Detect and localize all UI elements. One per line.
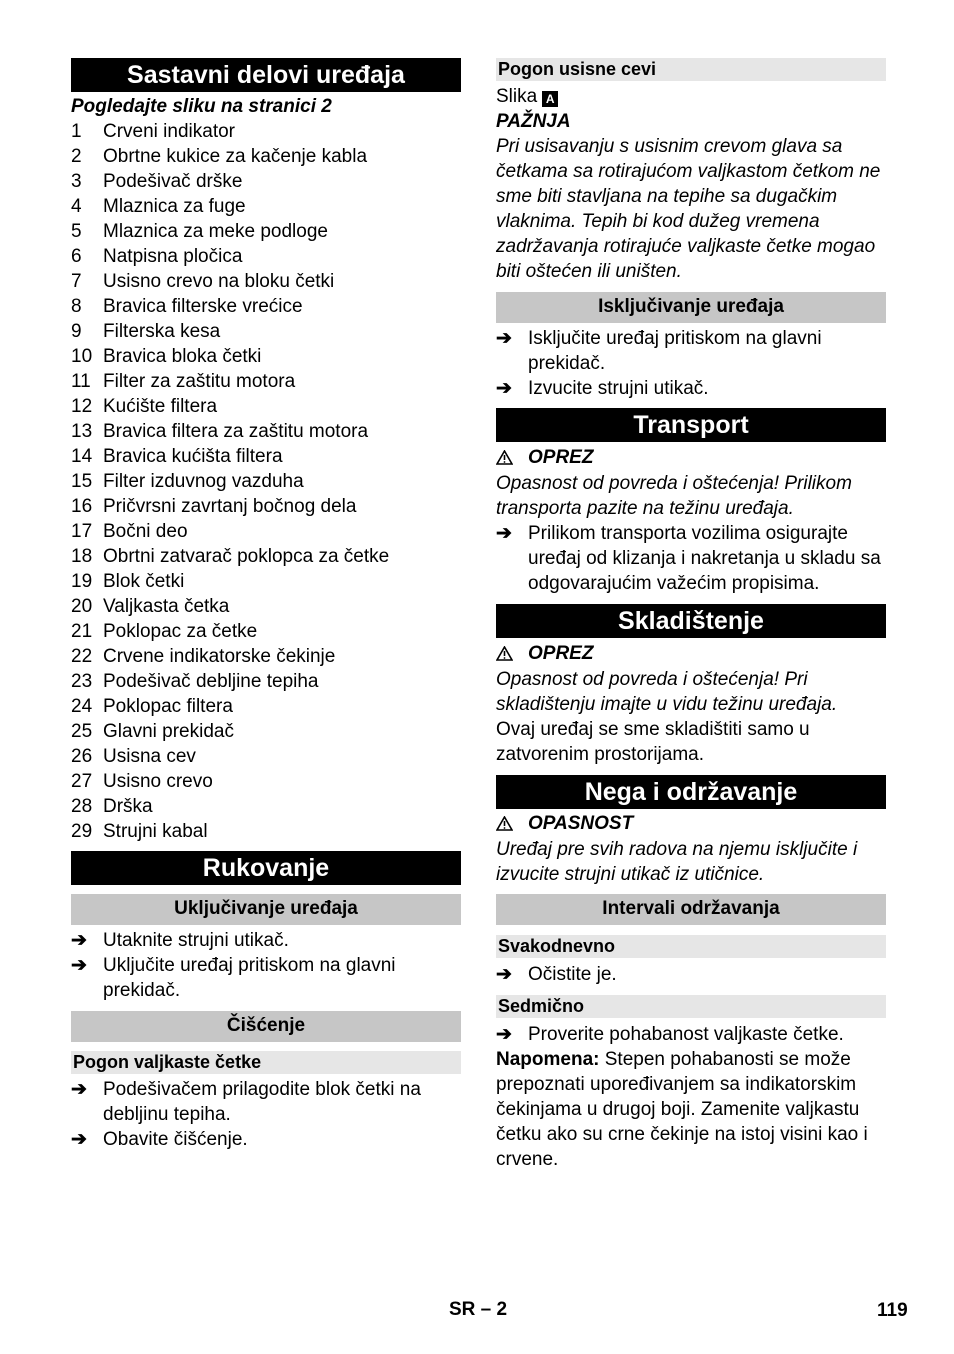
parts-list-item: [71, 119, 461, 144]
list-item-text: Proverite pohabanost valjkaste četke.: [528, 1024, 844, 1045]
parts-list-item: [71, 619, 461, 644]
part-label: Bravica filtera za zaštitu motora: [103, 421, 369, 442]
parts-list: [71, 119, 461, 844]
list-item: [496, 521, 886, 596]
list-item-text: Izvucite strujni utikač.: [528, 378, 709, 399]
parts-list-item: [71, 244, 461, 269]
parts-list-item: [71, 394, 461, 419]
part-number: 9: [71, 321, 82, 342]
note-text: Stepen pohabanosti se može prepoznati upoređivanjem sa indikatorskim čekinjama u drugoj boji. Zamenite valjkastu četku ako su crne čekinje na istoj visini kao i crvene.: [496, 1049, 868, 1170]
warning-triangle-icon: [496, 450, 513, 465]
list-item: [496, 376, 886, 401]
arrow-right-icon: ➔: [496, 378, 512, 399]
part-label: Filterska kesa: [103, 321, 221, 342]
parts-list-item: [71, 419, 461, 444]
part-number: 13: [71, 421, 93, 442]
part-label: Natpisna pločica: [103, 246, 243, 267]
part-number: 18: [71, 546, 93, 567]
parts-list-item: [71, 519, 461, 544]
storage-text: Ovaj uređaj se sme skladištiti samo u zatvorenim prostorijama.: [496, 719, 810, 765]
list-item-text: Prilikom transporta vozilima osigurajte uređaj od klizanja i nakretanja u skladu sa odgovarajućim važećim propisima.: [528, 523, 881, 594]
roller-drive-heading: Pogon valjkaste četke: [71, 1051, 461, 1074]
part-label: Crvene indikatorske čekinje: [103, 646, 336, 667]
parts-list-item: [71, 294, 461, 319]
list-item: [71, 1127, 461, 1152]
arrow-right-icon: ➔: [496, 523, 512, 544]
part-number: 27: [71, 771, 93, 792]
part-number: 12: [71, 396, 93, 417]
part-label: Mlaznica za fuge: [103, 196, 246, 217]
part-label: Glavni prekidač: [103, 721, 234, 742]
parts-list-item: [71, 569, 461, 594]
daily-heading: Svakodnevno: [496, 935, 886, 958]
part-label: Poklopac filtera: [103, 696, 233, 717]
part-number: 11: [71, 371, 91, 392]
list-item-text: Isključite uređaj pritiskom na glavni prekidač.: [528, 328, 822, 374]
part-number: 7: [71, 271, 82, 292]
part-number: 19: [71, 571, 93, 592]
cleaning-heading: Čišćenje: [71, 1011, 461, 1042]
part-number: 3: [71, 171, 82, 192]
part-label: Drška: [103, 796, 153, 817]
parts-list-item: [71, 794, 461, 819]
list-item: [496, 1022, 886, 1047]
intervals-heading: Intervali održavanja: [496, 894, 886, 925]
parts-heading: Sastavni delovi uređaja: [71, 58, 461, 92]
part-label: Usisno crevo: [103, 771, 213, 792]
part-number: 21: [71, 621, 93, 642]
part-label: Usisna cev: [103, 746, 196, 767]
part-number: 14: [71, 446, 93, 467]
parts-list-item: [71, 344, 461, 369]
footer-section-label: SR – 2: [449, 1299, 508, 1320]
right-column: [496, 58, 886, 1172]
list-item: [71, 928, 461, 953]
roller-steps: [71, 1077, 461, 1152]
figure-reference: [496, 84, 886, 109]
attention-label: PAŽNJA: [496, 111, 571, 132]
operation-heading: Rukovanje: [71, 851, 461, 885]
list-item: [71, 953, 461, 1003]
transport-heading: Transport: [496, 408, 886, 442]
part-label: Podešivač drške: [103, 171, 243, 192]
arrow-right-icon: ➔: [496, 328, 512, 349]
part-label: Filter za zaštitu motora: [103, 371, 296, 392]
list-item: [496, 962, 886, 987]
part-number: 16: [71, 496, 93, 517]
part-label: Mlaznica za meke podloge: [103, 221, 328, 242]
part-number: 17: [71, 521, 93, 542]
part-label: Strujni kabal: [103, 821, 208, 842]
parts-list-item: [71, 744, 461, 769]
arrow-right-icon: ➔: [71, 1079, 87, 1100]
list-item: [496, 326, 886, 376]
part-label: Pričvrsni zavrtanj bočnog dela: [103, 496, 357, 517]
warning-triangle-icon: [496, 646, 513, 661]
note-paragraph: [496, 1047, 886, 1172]
transport-steps: [496, 521, 886, 596]
part-label: Podešivač debljine tepiha: [103, 671, 319, 692]
parts-list-item: [71, 194, 461, 219]
transport-warning-label: OPREZ: [528, 447, 594, 468]
parts-list-item: [71, 769, 461, 794]
parts-list-item: [71, 719, 461, 744]
part-number: 25: [71, 721, 93, 742]
weekly-heading: Sedmično: [496, 995, 886, 1018]
switch-on-steps: [71, 928, 461, 1003]
parts-list-item: [71, 544, 461, 569]
arrow-right-icon: ➔: [71, 930, 87, 951]
part-number: 29: [71, 821, 93, 842]
figure-label: Slika: [496, 86, 538, 107]
attention-text: Pri usisavanju s usisnim crevom glava sa četkama sa rotirajućom valjkastom četkom ne sme biti stavljana na tepihe sa dugačkim vlaknima. Tepih bi kod dužeg vremena zadržavanja rotirajuće valjkaste četke mogao biti oštećen ili uništen.: [496, 136, 881, 282]
switch-on-heading: Uključivanje uređaja: [71, 894, 461, 925]
warning-triangle-icon: [496, 816, 513, 831]
part-number: 22: [71, 646, 93, 667]
part-label: Bravica bloka četki: [103, 346, 262, 367]
parts-list-item: [71, 369, 461, 394]
care-danger: [496, 810, 886, 837]
parts-list-item: [71, 694, 461, 719]
parts-list-item: [71, 144, 461, 169]
list-item-text: Obavite čišćenje.: [103, 1129, 248, 1150]
part-label: Filter izduvnog vazduha: [103, 471, 304, 492]
part-label: Obrtni zatvarač poklopca za četke: [103, 546, 390, 567]
list-item-text: Podešivačem prilagodite blok četki na debljinu tepiha.: [103, 1079, 421, 1125]
note-label: Napomena:: [496, 1049, 600, 1070]
storage-heading: Skladištenje: [496, 604, 886, 638]
switch-off-heading: Isključivanje uređaja: [496, 292, 886, 323]
part-number: 4: [71, 196, 82, 217]
transport-warning-text: Opasnost od povreda i oštećenja! Prilikom transporta pazite na težinu uređaja.: [496, 473, 852, 519]
part-label: Crveni indikator: [103, 121, 235, 142]
part-label: Poklopac za četke: [103, 621, 258, 642]
parts-list-item: [71, 669, 461, 694]
part-label: Blok četki: [103, 571, 185, 592]
arrow-right-icon: ➔: [496, 1024, 512, 1045]
parts-list-item: [71, 444, 461, 469]
arrow-right-icon: ➔: [71, 1129, 87, 1150]
part-label: Bravica filterske vrećice: [103, 296, 303, 317]
list-item-text: Utaknite strujni utikač.: [103, 930, 289, 951]
parts-list-item: [71, 494, 461, 519]
list-item-text: Očistite je.: [528, 964, 617, 985]
part-number: 15: [71, 471, 93, 492]
figure-a-icon: A: [542, 91, 558, 107]
part-number: 8: [71, 296, 82, 317]
part-label: Bravica kućišta filtera: [103, 446, 283, 467]
part-label: Usisno crevo na bloku četki: [103, 271, 335, 292]
care-danger-label: OPASNOST: [528, 813, 634, 834]
part-number: 24: [71, 696, 93, 717]
parts-list-item: [71, 169, 461, 194]
part-number: 6: [71, 246, 82, 267]
part-label: Valjkasta četka: [103, 596, 230, 617]
care-heading: Nega i održavanje: [496, 775, 886, 809]
page-number: 119: [877, 1300, 908, 1321]
left-column: [71, 58, 461, 1152]
daily-steps: [496, 962, 886, 987]
part-number: 26: [71, 746, 93, 767]
parts-list-item: [71, 644, 461, 669]
parts-list-item: [71, 469, 461, 494]
transport-warning: [496, 444, 886, 471]
part-number: 5: [71, 221, 82, 242]
switch-off-steps: [496, 326, 886, 401]
part-number: 28: [71, 796, 93, 817]
suction-tube-heading: Pogon usisne cevi: [496, 58, 886, 81]
storage-warning: [496, 640, 886, 667]
parts-list-item: [71, 319, 461, 344]
part-label: Bočni deo: [103, 521, 188, 542]
part-number: 23: [71, 671, 93, 692]
arrow-right-icon: ➔: [496, 964, 512, 985]
parts-list-item: [71, 819, 461, 844]
part-number: 2: [71, 146, 82, 167]
care-danger-text: Uređaj pre svih radova na njemu isključite i izvucite strujni utikač iz utičnice.: [496, 839, 858, 885]
part-label: Kućište filtera: [103, 396, 218, 417]
arrow-right-icon: ➔: [71, 955, 87, 976]
part-label: Obrtne kukice za kačenje kabla: [103, 146, 368, 167]
list-item-text: Uključite uređaj pritiskom na glavni prekidač.: [103, 955, 396, 1001]
parts-list-item: [71, 594, 461, 619]
weekly-steps: [496, 1022, 886, 1047]
storage-warning-label: OPREZ: [528, 643, 594, 664]
list-item: [71, 1077, 461, 1127]
storage-warning-text: Opasnost od povreda i oštećenja! Pri skladištenju imajte u vidu težinu uređaja.: [496, 669, 838, 715]
parts-subtitle: Pogledajte sliku na stranici 2: [71, 96, 332, 117]
parts-list-item: [71, 219, 461, 244]
part-number: 20: [71, 596, 93, 617]
part-number: 10: [71, 346, 93, 367]
part-number: 1: [71, 121, 82, 142]
parts-list-item: [71, 269, 461, 294]
